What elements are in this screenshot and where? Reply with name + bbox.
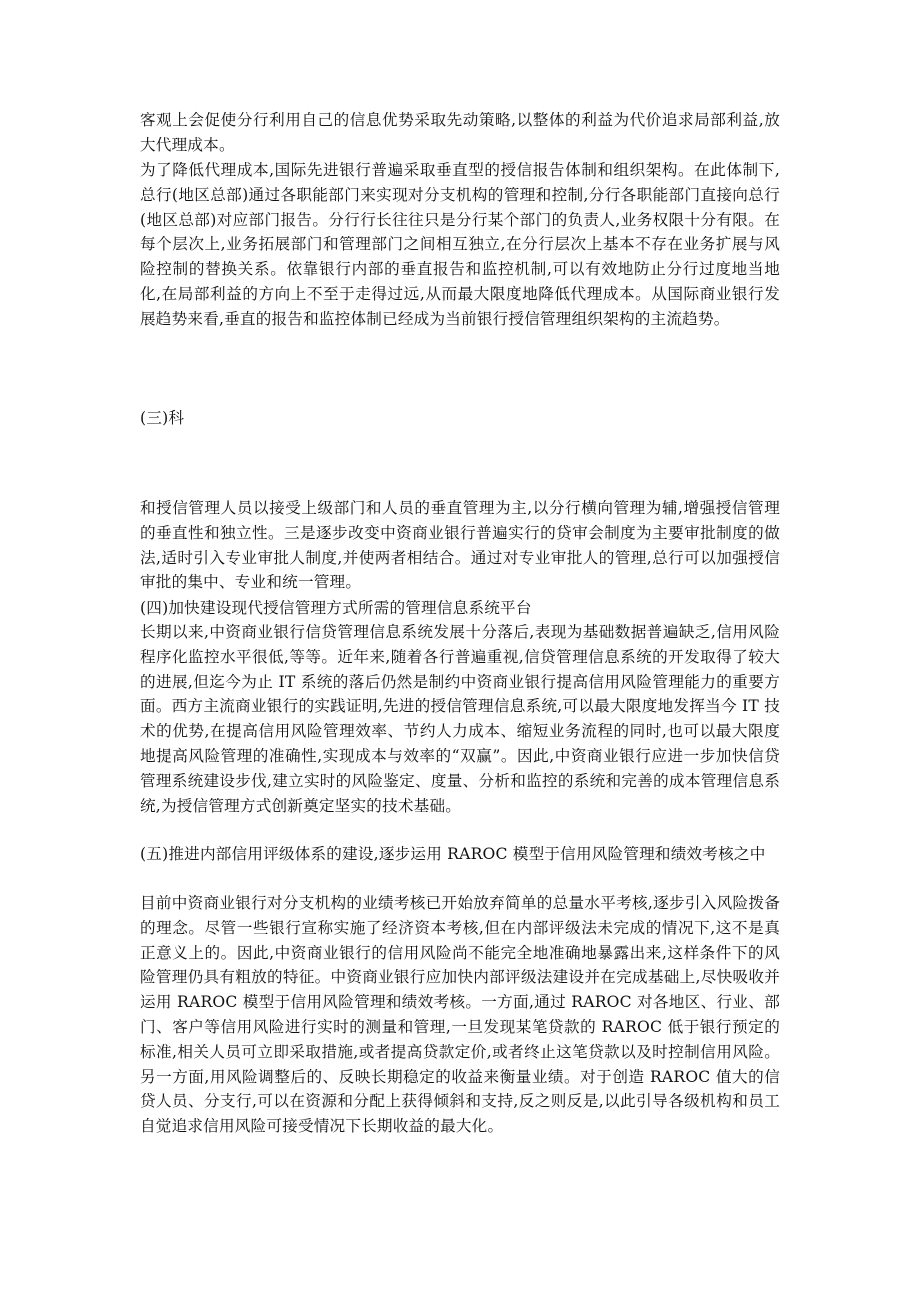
paragraph-raroc: 目前中资商业银行对分支机构的业绩考核已开始放弃简单的总量水平考核,逐步引入风险拨备的理念。尽管一些银行宣称实施了经济资本考核,但在内部评级法未完成的情况下,这不是真正意义上的。因此,中资商业银行的信用风险尚不能完全地准确地暴露出来,这样条件下的风险管理仍具有粗放的特征。中资商业银行应加快内部评级法建设并在完成基础上,尽快吸收并运用 RAROC 模型于信用风险管理和绩效考核。一方面,通过 RAROC 对各地区、行业、部门、客户等信用风险进行实时的测量和管理,一旦发现某笔贷款的 RAROC 低于银行预定的标准,相关人员可立即采取措施,或者提高贷款定价,或者终止这笔贷款以及时控制信用风险。另一方面,用风险调整后的、反映长期稳定的收益来衡量业绩。对于创造 RAROC 值大的信贷人员、分支行,可以在资源和分配上获得倾斜和支持,反之则反是,以此引导各级机构和员工自觉追求信用风险可接受情况下长期收益的最大化。: [140, 894, 780, 1136]
paragraph-vertical-management: 和授信管理人员以接受上级部门和人员的垂直管理为主,以分行横向管理为辅,增强授信管理的垂直性和独立性。三是逐步改变中资商业银行普遍实行的贷审会制度为主要审批制度的做法,适时引入专业审批人制度,并使两者相结合。通过对专业审批人的管理,总行可以加强授信审批的集中、专业和统一管理。: [140, 499, 780, 592]
paragraph-agency-cost-intro: 客观上会促使分行利用自己的信息优势采取先动策略,以整体的利益为代价追求局部利益,放大代理成本。: [140, 111, 780, 154]
paragraph-vertical-reporting: 为了降低代理成本,国际先进银行普遍采取垂直型的授信报告体制和组织架构。在此体制下,总行(地区总部)通过各职能部门来实现对分支机构的管理和控制,分行各职能部门直接向总行(地区总部)对应部门报告。分行行长往往只是分行某个部门的负责人,业务权限十分有限。在每个层次上,业务拓展部门和管理部门之间相互独立,在分行层次上基本不存在业务扩展与风险控制的替换关系。依靠银行内部的垂直报告和监控机制,可以有效地防止分行过度地当地化,在局部利益的方向上不至于走得过远,从而最大限度地降低代理成本。从国际商业银行发展趋势来看,垂直的报告和监控体制已经成为当前银行授信管理组织架构的主流趋势。: [140, 161, 780, 328]
section-heading-3: (三)科: [140, 409, 185, 427]
section-heading-5: (五)推进内部信用评级体系的建设,逐步运用 RAROC 模型于信用风险管理和绩效考核之中: [140, 845, 766, 863]
section-heading-4: (四)加快建设现代授信管理方式所需的管理信息系统平台: [140, 599, 532, 617]
paragraph-mis-platform: 长期以来,中资商业银行信贷管理信息系统发展十分落后,表现为基础数据普遍缺乏,信用风险程序化监控水平很低,等等。近年来,随着各行普遍重视,信贷管理信息系统的开发取得了较大的进展,但迄今为止 IT 系统的落后仍然是制约中资商业银行提高信用风险管理能力的重要方面。西方主流商业银行的实践证明,先进的授信管理信息系统,可以最大限度地发挥当今 IT 技术的优势,在提高信用风险管理效率、节约人力成本、缩短业务流程的同时,也可以最大限度地提高风险管理的准确性,实现成本与效率的“双赢”。因此,中资商业银行应进一步加快信贷管理系统建设步伐,建立实时的风险鉴定、度量、分析和监控的系统和完善的成本管理信息系统,为授信管理方式创新奠定坚实的技术基础。: [140, 623, 780, 815]
